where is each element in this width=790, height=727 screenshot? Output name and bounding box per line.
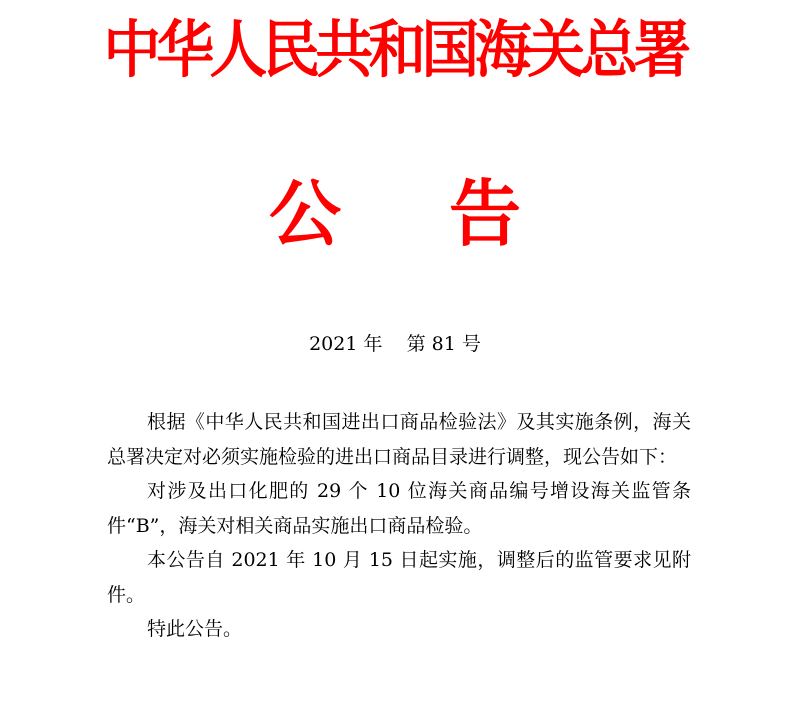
agency-masthead: 中华人民共和国海关总署	[103, 13, 687, 86]
body-paragraph-legal-basis: 根据《中华人民共和国进出口商品检验法》及其实施条例，海关总署决定对必须实施检验的进出口商品目录进行调整，现公告如下：	[107, 411, 691, 468]
body-paragraph-closing: 特此公告。	[147, 618, 243, 640]
document-type-title: 公告	[268, 172, 629, 256]
document-number: 2021 年 第 81 号	[309, 333, 481, 355]
body-paragraph-effective-date: 本公告自 2021 年 10 月 15 日起实施，调整后的监管要求见附件。	[107, 549, 691, 606]
announcement-body	[107, 405, 691, 647]
body-paragraph-measure: 对涉及出口化肥的 29 个 10 位海关商品编号增设海关监管条件“B”，海关对相关商品实施出口商品检验。	[107, 480, 691, 537]
